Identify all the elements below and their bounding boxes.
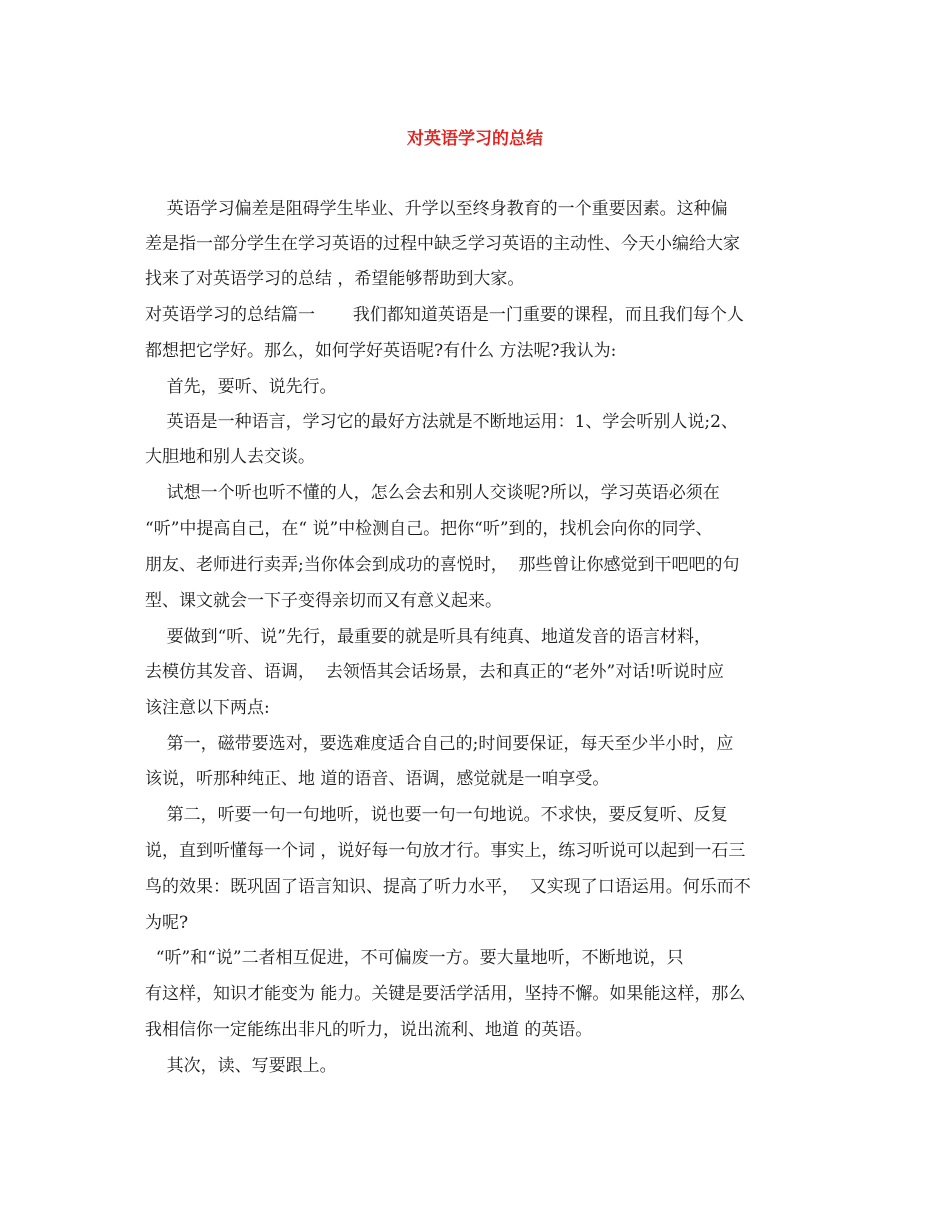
document-title: 对英语学习的总结 — [407, 129, 543, 149]
body-line: 其次，读、写要跟上。 — [145, 1056, 337, 1076]
body-line: 型、课文就会一下子变得亲切而又有意义起来。 — [145, 591, 502, 611]
body-line: 大胆地和别人去交谈。 — [145, 447, 315, 467]
body-line: 该注意以下两点: — [145, 698, 270, 718]
body-line: 有这样，知识才能变为 能力。关键是要活学活用，坚持不懈。如果能这样，那么 — [145, 984, 746, 1004]
body-line: 说，直到听懂每一个词 ，说好每一句放才行。事实上，练习听说可以起到一石三 — [145, 841, 746, 861]
body-line: 都想把它学好。那么，如何学好英语呢?有什么 方法呢?我认为: — [145, 341, 617, 361]
body-line: 第二，听要一句一句地听，说也要一句一句地说。不求快，要反复听、反复 — [145, 805, 728, 825]
body-line: 鸟的效果：既巩固了语言知识、提高了听力水平， 又实现了口语运用。何乐而不 — [145, 877, 751, 897]
body-line: 首先，要听、说先行。 — [145, 377, 337, 397]
body-line: 差是指一部分学生在学习英语的过程中缺乏学习英语的主动性、今天小编给大家 — [145, 234, 740, 254]
body-line: 去模仿其发音、语调， 去领悟其会话场景，去和真正的“老外”对话!听说时应 — [145, 662, 725, 682]
body-line: 英语学习偏差是阻碍学生毕业、升学以至终身教育的一个重要因素。这种偏 — [145, 199, 728, 219]
body-line: 我相信你一定能练出非凡的听力，说出流利、地道 的英语。 — [145, 1020, 593, 1040]
body-line: 朋友、老师进行卖弄;当你体会到成功的喜悦时， 那些曾让你感觉到干吧吧的句 — [145, 555, 740, 575]
body-line: 要做到“听、说”先行，最重要的就是听具有纯真、地道发音的语言材料， — [145, 627, 711, 647]
section-heading-line: 对英语学习的总结篇一 我们都知道英语是一门重要的课程，而且我们每个人 — [145, 305, 744, 325]
body-line: 为呢? — [145, 913, 189, 933]
body-line: 第一，磁带要选对，要选难度适合自己的;时间要保证，每天至少半小时，应 — [145, 734, 734, 754]
body-line: 试想一个听也听不懂的人，怎么会去和别人交谈呢?所以，学习英语必须在 — [145, 483, 720, 503]
body-line: 英语是一种语言，学习它的最好方法就是不断地运用：1、学会听别人说;2、 — [145, 412, 738, 432]
body-line: “听”中提高自己，在“ 说”中检测自己。把你“听”到的，找机会向你的同学、 — [145, 519, 713, 539]
body-line: 该说，听那种纯正、地 道的语音、语调，感觉就是一咱享受。 — [145, 769, 610, 789]
body-line: 找来了对英语学习的总结 ，希望能够帮助到大家。 — [145, 269, 525, 289]
body-line: “听”和“说”二者相互促进，不可偏废一方。要大量地听，不断地说，只 — [145, 948, 684, 968]
